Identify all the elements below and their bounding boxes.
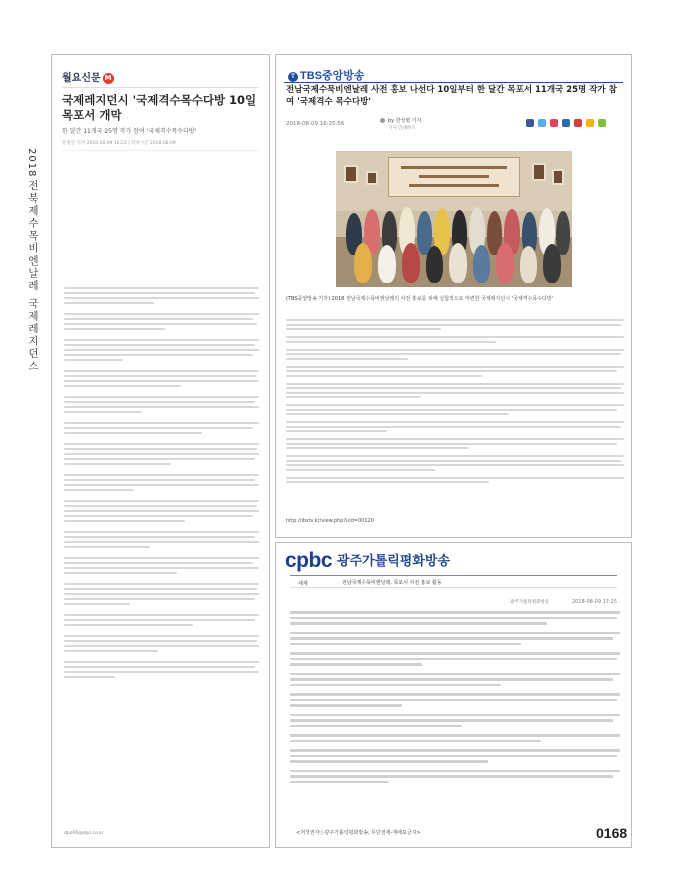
share-buttons: [526, 119, 606, 127]
article-date: 2018-08-09 17:25: [571, 599, 617, 605]
body-paragraph: [290, 632, 620, 646]
body-paragraph: [286, 383, 624, 399]
ibs-logo-mark: T: [288, 72, 298, 82]
article-reporter: by 한성렬 기자: [388, 118, 422, 124]
article-body: [290, 611, 620, 790]
meta-rule: [62, 150, 259, 151]
article-title: 전남국제수묵비엔날레, 목포서 사전 홍보 활동: [342, 580, 442, 586]
woryo-logo: [62, 69, 114, 84]
body-paragraph: [286, 455, 624, 471]
twitter-share-icon: [538, 119, 546, 127]
facebook-share-icon: [526, 119, 534, 127]
ibs-logo: [288, 67, 365, 83]
body-paragraph: [290, 611, 620, 625]
blog-share-icon: [562, 119, 570, 127]
instagram-share-icon: [550, 119, 558, 127]
cpbc-logo: [285, 549, 450, 573]
body-paragraph: [290, 652, 620, 666]
body-paragraph: [64, 557, 259, 574]
body-paragraph: [290, 714, 620, 728]
body-paragraph: [64, 370, 259, 387]
woryo-logo-text: 월요신문: [62, 73, 101, 84]
print-share-icon: [598, 119, 606, 127]
body-paragraph: [64, 443, 259, 465]
body-paragraph: [286, 438, 624, 449]
body-paragraph: [286, 477, 624, 484]
body-paragraph: [286, 319, 624, 330]
news-clip-ibs: [275, 54, 632, 538]
body-paragraph: [290, 770, 620, 784]
body-paragraph: [64, 531, 259, 548]
body-paragraph: [286, 366, 624, 377]
article-date: 2018-08-09 16:25:56: [286, 121, 345, 127]
reporter-email: dpo06@dpo.co.kr: [64, 831, 104, 836]
body-paragraph: [64, 422, 259, 434]
body-paragraph: [64, 614, 259, 626]
body-paragraph: [64, 635, 259, 652]
header-rule: [284, 82, 623, 83]
body-paragraph: [290, 749, 620, 763]
ibs-logo-text: TBS중앙방송: [300, 70, 365, 82]
body-paragraph: [286, 349, 624, 360]
body-paragraph: [290, 673, 620, 687]
body-paragraph: [64, 396, 259, 413]
body-paragraph: [64, 661, 259, 678]
sidebar-year: 2018: [26, 148, 37, 178]
body-paragraph: [64, 583, 259, 605]
cpbc-logo-text: cpbc: [285, 549, 333, 572]
header-rule: [62, 87, 259, 88]
body-paragraph: [286, 336, 624, 343]
woryo-logo-mark: M: [103, 73, 114, 84]
body-paragraph: [64, 287, 259, 304]
cpbc-station-name: 광주가톨릭평화방송: [337, 554, 451, 569]
body-paragraph: [290, 734, 620, 742]
title-bar: [290, 575, 617, 588]
body-paragraph: [64, 474, 259, 491]
article-subtitle: 한 달간 11개국 25명 작가 참여 '국제격수목수다방': [62, 128, 197, 135]
reporter-icon: [380, 118, 385, 123]
copyright-notice: <저작권자ⓒ광주가톨릭평화방송, 무단전재-재배포금지>: [296, 830, 421, 836]
body-paragraph: [286, 404, 624, 415]
page-number: 0168: [596, 825, 628, 841]
body-paragraph: [64, 313, 259, 330]
body-paragraph: [64, 339, 259, 361]
sidebar-title: 전북제수목비엔날레 국제레지던스: [27, 180, 39, 373]
article-body: [64, 287, 259, 687]
photo-caption: (TBS중앙방송 기자) 2018 전남국제수묵비엔날레의 사전 홍보를 위해 실험적으로 마련한 국제레지던시 '국제격수목수다방': [286, 296, 554, 302]
article-meta: 문정민 기자 2018.08.09 16:23 | 작성시간 2018.08.09: [62, 141, 176, 146]
body-paragraph: [286, 421, 624, 432]
photo-banner: [388, 157, 520, 197]
body-paragraph: [64, 500, 259, 522]
article-body: [286, 319, 624, 489]
body-paragraph: [290, 693, 620, 707]
mail-share-icon: [574, 119, 582, 127]
article-headline: 전남국제수묵비엔날레 사전 홍보 나선다 10일부터 한 달간 목포서 11개국 25명 작가 참여 '국제격수 목수다방': [286, 85, 617, 107]
article-url: http://ibstv.kr/view.php?uid=00120: [286, 518, 374, 524]
article-photo: [336, 151, 572, 287]
kakao-share-icon: [586, 119, 594, 127]
print-article-link: 기사 인쇄하기: [388, 126, 416, 131]
article-author: 광주가톨릭평화방송: [510, 600, 550, 605]
news-clip-cpbc: [275, 542, 632, 848]
section-label: 세계: [298, 581, 308, 587]
news-clip-woryo: [51, 54, 270, 848]
article-headline: 국제레지던시 '국제격수목수다방 10일 목포서 개막: [62, 93, 257, 122]
